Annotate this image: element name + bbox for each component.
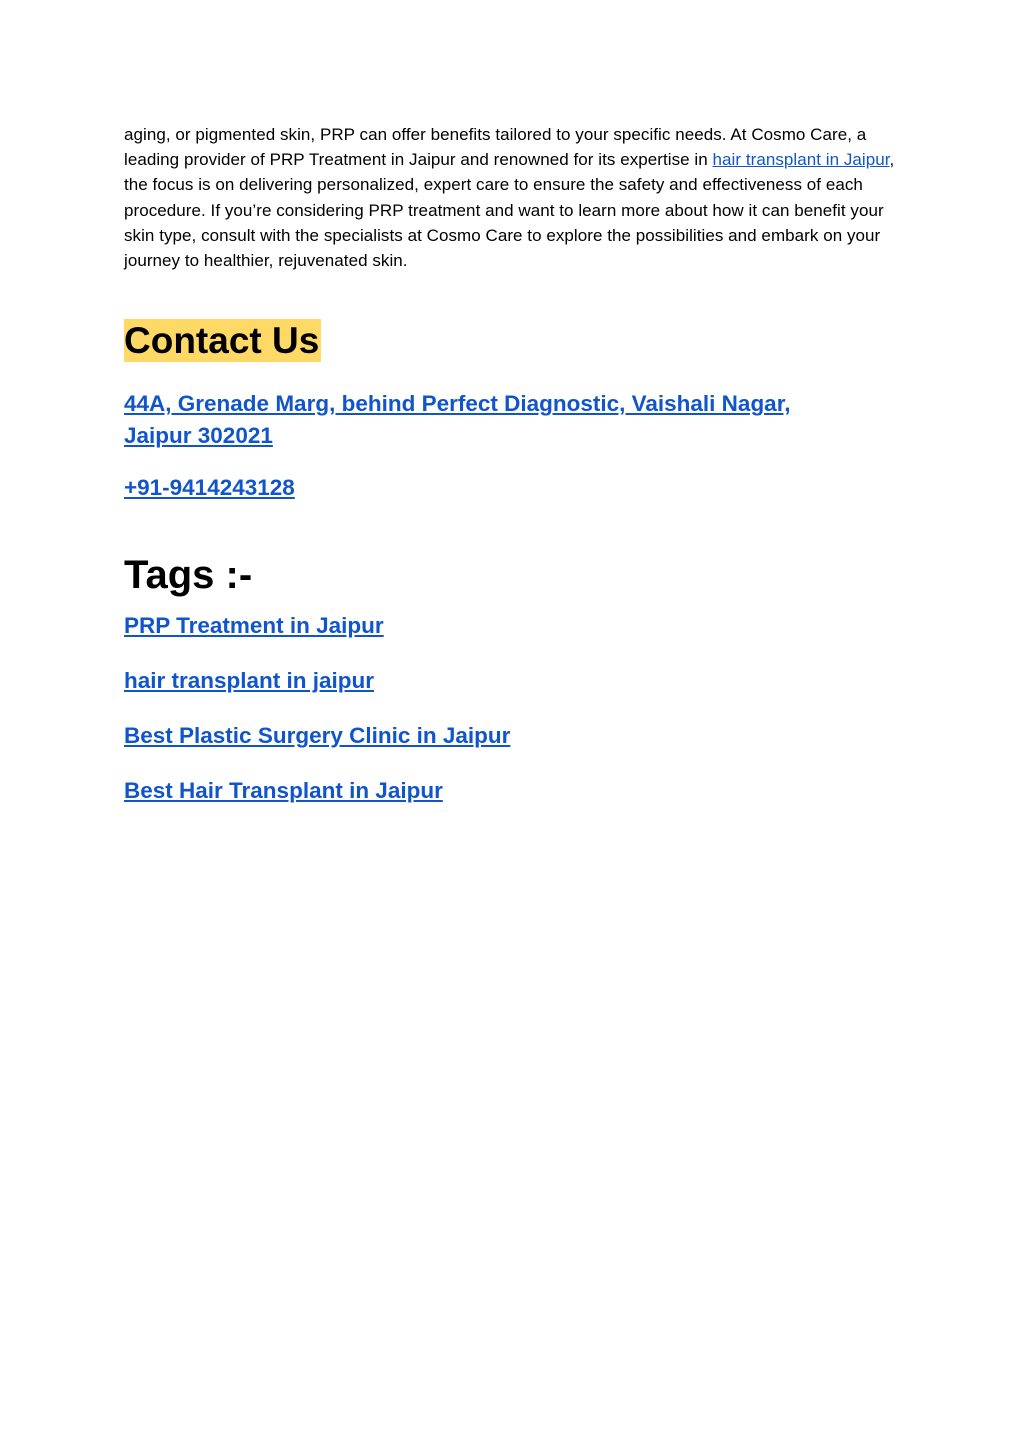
tag-link-hair-transplant[interactable]: hair transplant in jaipur (124, 667, 375, 693)
body-paragraph (124, 122, 904, 273)
phone-link[interactable]: +91-9414243128 (124, 475, 295, 501)
tag-link-prp-treatment[interactable]: PRP Treatment in Jaipur (124, 612, 384, 638)
hair-transplant-link[interactable]: hair transplant in Jaipur (712, 150, 890, 170)
tag-list (124, 610, 904, 807)
body-text-part-1: aging, or pigmented skin, PRP can offer benefits tailored to your specific needs. At Cosmo Care, a leading provider of PRP Treatment in Jaipur and renowned for its expertise in (124, 125, 867, 170)
body-text-part-2: , the focus is on delivering personalized, expert care to ensure the safety and effectiveness of each procedure. If you’re considering PRP treatment and want to learn more about how it can benefit your skin type, consult with the specialists at Cosmo Care to explore the possibilities and embark on your journey to healthier, rejuvenated skin. (124, 150, 895, 271)
tag-link-plastic-surgery-clinic[interactable]: Best Plastic Surgery Clinic in Jaipur (124, 722, 511, 748)
tags-heading: Tags :- (124, 552, 253, 597)
document-page (124, 122, 904, 830)
address-link[interactable]: 44A, Grenade Marg, behind Perfect Diagnostic, Vaishali Nagar, Jaipur 302021 (124, 391, 791, 448)
tag-link-best-hair-transplant[interactable]: Best Hair Transplant in Jaipur (124, 777, 443, 803)
contact-us-heading: Contact Us (124, 320, 320, 362)
